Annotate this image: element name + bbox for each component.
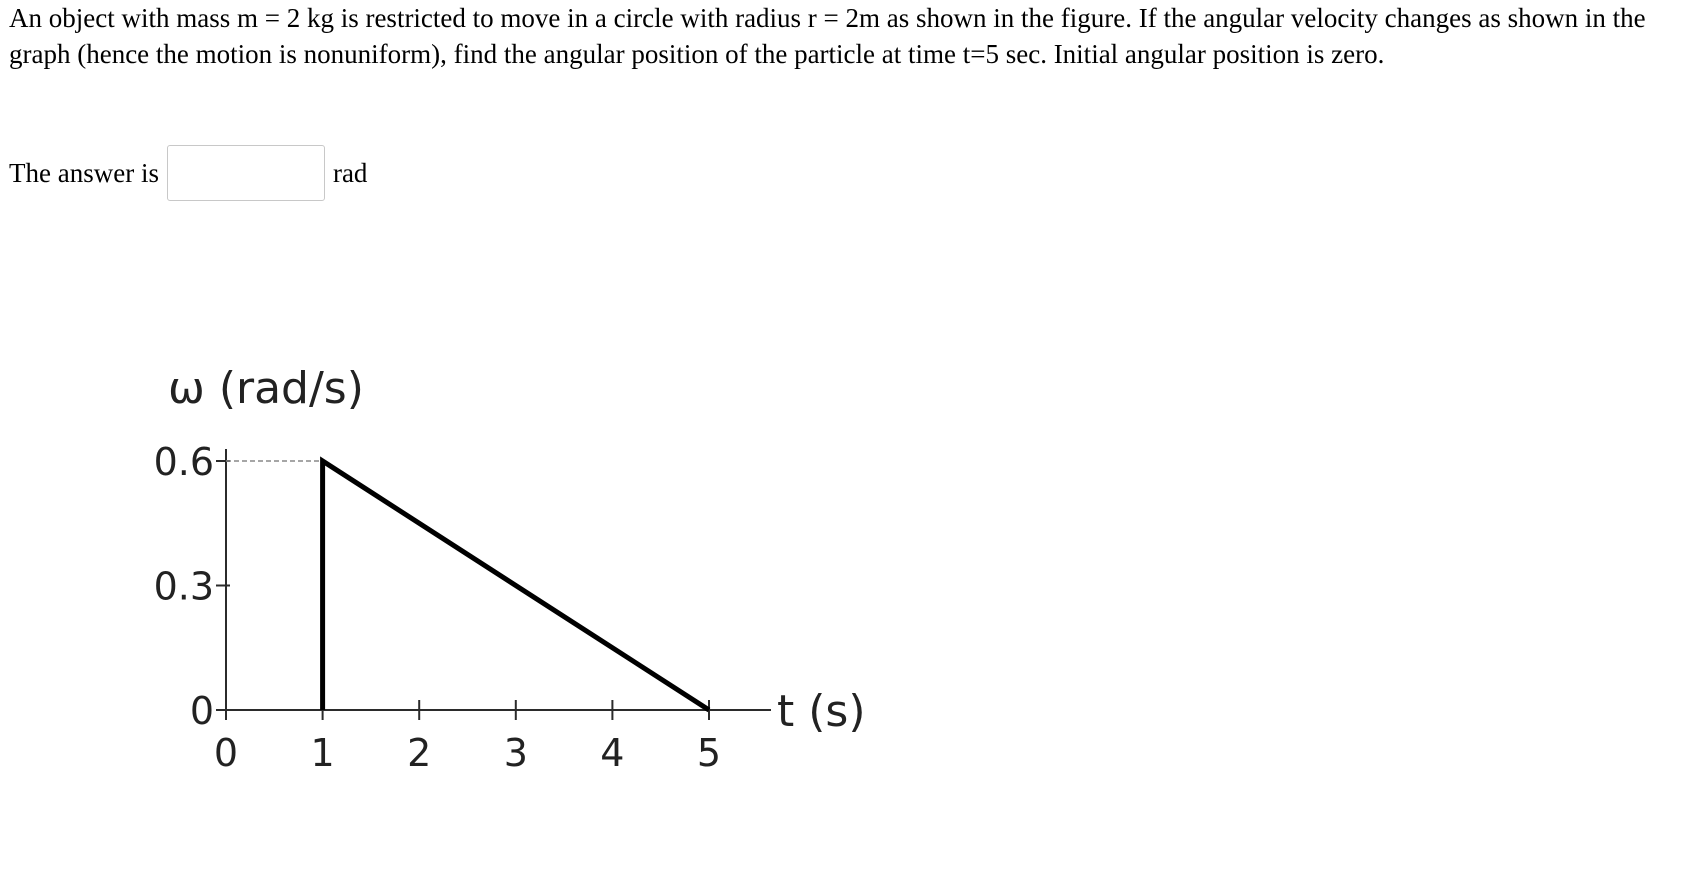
series-line <box>323 461 709 710</box>
x-axis-label: t (s) <box>777 686 866 737</box>
x-tick-label: 2 <box>407 731 432 775</box>
x-tick-label: 4 <box>600 731 625 775</box>
y-tick-label: 0 <box>189 689 214 733</box>
answer-unit-label: rad <box>332 157 368 188</box>
answer-prefix-label: The answer is <box>9 157 159 188</box>
question-text: An object with mass m = 2 kg is restricted to move in a circle with radius r = 2m as shown in the figure. If the angular velocity changes as shown in the graph (hence the motion is nonuniform), find the angular position of the particle at time t=5 sec. Initial angular position is zero. <box>9 3 1646 69</box>
x-tick-label: 1 <box>310 731 335 775</box>
y-axis-label: ω (rad/s) <box>168 363 364 414</box>
x-tick-label: 5 <box>696 731 722 775</box>
y-tick-label: 0.3 <box>153 564 214 609</box>
y-tick-label: 0.6 <box>153 440 214 484</box>
x-tick-label: 0 <box>213 731 239 775</box>
chart-layer <box>154 363 866 775</box>
x-tick-label: 3 <box>503 731 528 775</box>
